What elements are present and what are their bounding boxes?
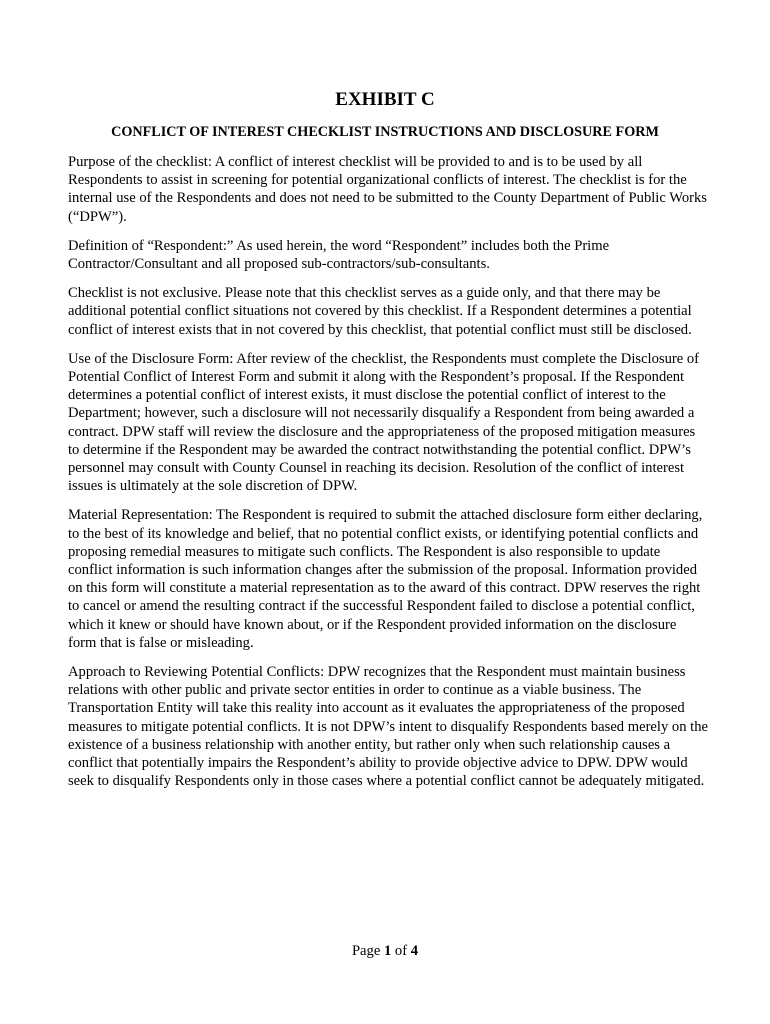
paragraph-purpose: Purpose of the checklist: A conflict of interest checklist will be provided to and is to be used by all Respondents to assist in screening for potential organizational conflicts of interest. The checklist is for the internal use of the Respondents and does not need to be submitted to the County Department of Public Works (“DPW”). [68,154,707,225]
paragraph-use-of-disclosure-form: Use of the Disclosure Form: After review of the checklist, the Respondents must complete the Disclosure of Potential Conflict of Interest Form and submit it along with the Respondent’s proposal. If the Respondent determines a potential conflict of interest exists, it must disclose the potential conflict of interest to the Department; however, such a disclosure will not necessarily disqualify a Respondent from being awarded a contract. DPW staff will review the disclosure and the appropriateness of the proposed mitigation measures to determine if the Respondent may be awarded the contract notwithstanding the potential conflict. DPW’s personnel may consult with County Counsel in reaching its decision. Resolution of the conflict of interest issues is ultimately at the sole discretion of DPW. [68,350,700,495]
page-footer [0,942,770,960]
footer-page-number: 1 [383,943,392,959]
footer-page-word: Page [351,943,381,959]
paragraph-definition: Definition of “Respondent:” As used herein, the word “Respondent” includes both the Prime Contractor/Consultant and all proposed sub-contractors/sub-consultants. [68,237,610,273]
footer-of-word: of [394,943,408,959]
footer-total-pages: 4 [410,943,419,959]
paragraph-checklist-not-exclusive: Checklist is not exclusive. Please note that this checklist serves as a guide only, and that there may be additional potential conflict situations not covered by this checklist. If a Respondent determines a potential conflict of interest exists that in not covered by this checklist, that potential conflict must still be disclosed. [68,285,692,338]
exhibit-title: EXHIBIT C [335,89,435,110]
document-body [68,153,708,802]
paragraph-material-representation: Material Representation: The Respondent is required to submit the attached disclosure form either declaring, to the best of its knowledge and belief, that no potential conflict exists, or identifying potential conflicts and proposing remedial measures to mitigate such conflicts. The Respondent is also responsible to update conflict information is such information changes after the submission of the proposal. Information provided on this form will constitute a material representation as to the award of this contract. DPW reserves the right to cancel or amend the resulting contract if the successful Respondent failed to disclose a potential conflict, which it knew or should have known about, or if the Respondent provided information on the disclosure form that is false or misleading. [68,507,703,651]
paragraph-approach-to-reviewing: Approach to Reviewing Potential Conflicts: DPW recognizes that the Respondent must maintain business relations with other public and private sector entities in order to continue as a viable business. The Transportation Entity will take this reality into account as it evaluates the appropriateness of the proposed measures to mitigate potential conflicts. It is not DPW’s intent to disqualify Respondents based merely on the existence of a business relationship with another entity, but rather only when such relationship causes a conflict that potentially impairs the Respondent’s ability to provide objective advice to DPW. DPW would seek to disqualify Respondents only in those cases where a potential conflict cannot be adequately mitigated. [68,664,708,790]
form-title: CONFLICT OF INTEREST CHECKLIST INSTRUCTIONS AND DISCLOSURE FORM [111,124,659,140]
